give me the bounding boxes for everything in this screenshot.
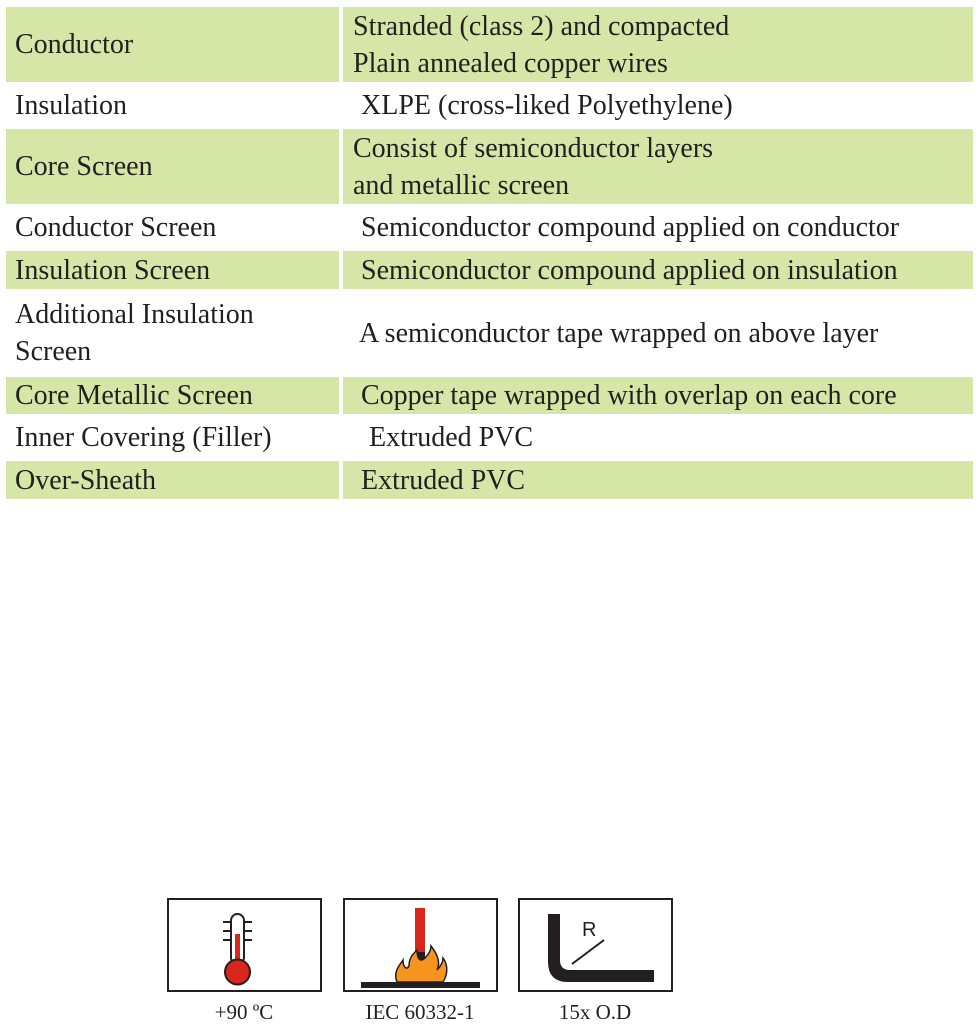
- row-label: Core Screen: [6, 129, 339, 204]
- table-row-core-metallic-screen: [6, 377, 973, 414]
- value-line: Plain annealed copper wires: [353, 47, 668, 79]
- thermometer-icon: [169, 900, 320, 990]
- row-label: Over-Sheath: [6, 461, 339, 499]
- label-line: Additional Insulation: [15, 299, 254, 330]
- row-value: Copper tape wrapped with overlap on each core: [343, 377, 973, 414]
- table-row-insulation-screen: [6, 251, 973, 289]
- row-label: Inner Covering (Filler): [15, 422, 272, 453]
- flame-standard-label: IEC 60332-1: [365, 1000, 475, 1024]
- value-line: and metallic screen: [353, 169, 570, 201]
- radius-glyph: R: [582, 919, 597, 941]
- flame-retardant-badge: [343, 898, 498, 992]
- bending-radius-badge: [518, 898, 673, 992]
- value-line: Stranded (class 2) and compacted: [353, 10, 730, 42]
- table-row-inner-covering: [6, 417, 973, 458]
- row-value: [343, 7, 973, 82]
- row-value: Extruded PVC: [369, 422, 534, 453]
- row-value: A semiconductor tape wrapped on above layer: [359, 317, 879, 349]
- row-value: Extruded PVC: [343, 461, 973, 499]
- temperature-label: +90 ºC: [214, 1000, 274, 1024]
- row-label: Insulation: [15, 90, 127, 121]
- bending-radius-label: 15x O.D: [558, 1000, 632, 1024]
- label-line: Screen: [15, 336, 92, 367]
- table-row-insulation: [6, 85, 973, 126]
- value-line: Consist of semiconductor layers: [353, 132, 714, 164]
- table-row-conductor-screen: [6, 207, 973, 248]
- row-value: XLPE (cross-liked Polyethylene): [361, 90, 733, 121]
- table-row-additional-insulation-screen: [6, 292, 973, 374]
- table-row-core-screen: [6, 129, 973, 204]
- flame-test-icon: [345, 900, 496, 990]
- row-label: Core Metallic Screen: [6, 377, 339, 414]
- row-label: Conductor: [6, 7, 339, 82]
- max-temperature-badge: [167, 898, 322, 992]
- table-row-conductor: [6, 7, 973, 82]
- row-value: [343, 129, 973, 204]
- row-value: Semiconductor compound applied on insulation: [343, 251, 973, 289]
- cable-construction-table: [6, 7, 973, 502]
- bending-radius-icon: [520, 900, 671, 990]
- table-row-over-sheath: [6, 461, 973, 499]
- row-label: Insulation Screen: [6, 251, 339, 289]
- row-label: [6, 292, 339, 374]
- row-label: Conductor Screen: [15, 212, 217, 243]
- row-value: Semiconductor compound applied on conductor: [361, 212, 900, 243]
